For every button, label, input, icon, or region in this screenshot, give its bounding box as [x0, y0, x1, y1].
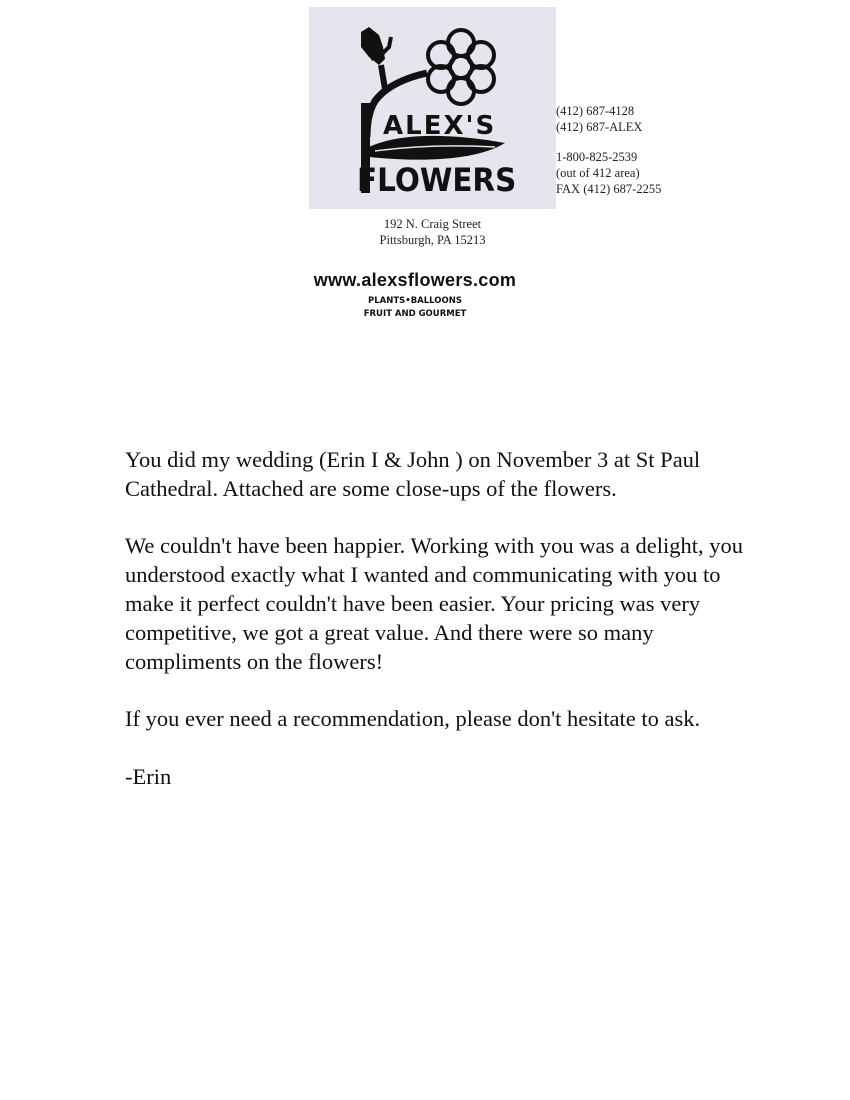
website-url: www.alexsflowers.com — [313, 270, 517, 290]
city-state-zip: Pittsburgh, PA 15213 — [379, 233, 486, 247]
street-address: 192 N. Craig Street — [383, 217, 482, 231]
logo-wordmark-top: ALEX'S — [383, 111, 497, 141]
tollfree-note: (out of 412 area) — [556, 166, 640, 180]
address-block — [309, 216, 556, 248]
letter-paragraph: You did my wedding (Erin I & John ) on November 3 at St Paul Cathedral. Attached are some close-ups of the flowers. — [125, 447, 701, 501]
tagline-line-2: FRUIT AND GOURMET — [363, 309, 467, 319]
fax-number: FAX (412) 687-2255 — [556, 182, 662, 196]
phone-number: (412) 687-4128 — [556, 104, 635, 118]
letter-paragraph: If you ever need a recommendation, please don't hesitate to ask. — [125, 706, 701, 732]
letter-paragraph: We couldn't have been happier. Working with you was a delight, you understood exactly what I wanted and communicating with you to make it perfect couldn't have been easier. Your pricing was very competitive, we got a great value. And there were so many compliments on the flowers! — [125, 533, 744, 674]
logo-wordmark-bottom: FLOWERS — [357, 161, 517, 199]
phone-number-alpha: (412) 687-ALEX — [556, 120, 643, 134]
tollfree-number: 1-800-825-2539 — [556, 150, 638, 164]
signature: -Erin — [125, 763, 172, 789]
tagline-line-1: PLANTS•BALLOONS — [368, 296, 462, 306]
alexs-flowers-logo — [309, 7, 556, 209]
tagline — [290, 295, 540, 321]
letter-body — [125, 446, 745, 820]
contact-block — [556, 103, 661, 197]
